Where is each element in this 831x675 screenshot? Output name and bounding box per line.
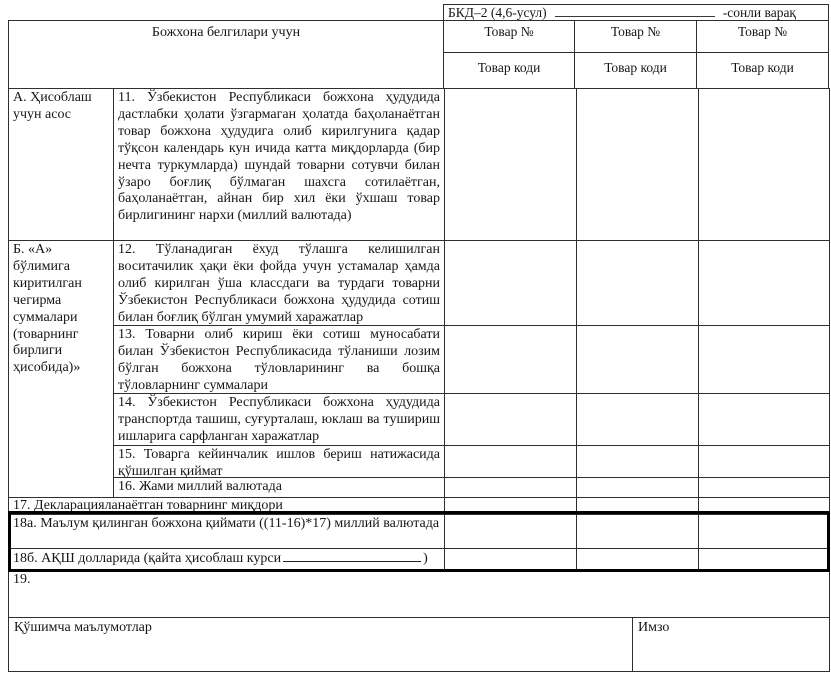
value-cell [445, 241, 577, 326]
value-cell [699, 241, 829, 326]
value-cell [577, 549, 699, 571]
product-code-header: Товар коди [575, 53, 697, 89]
item-16-text: 16. Жами миллий валютада [114, 478, 445, 498]
value-cell [445, 549, 577, 571]
section-a-label: А. Ҳисоблаш учун асос [9, 89, 114, 241]
value-cell [577, 241, 699, 326]
value-cell [445, 515, 577, 549]
value-cell [699, 549, 829, 571]
product-no-header: Товар № [697, 21, 828, 53]
value-cell [577, 446, 699, 478]
value-cell [445, 326, 577, 394]
item-18b-close-paren: ) [423, 551, 428, 566]
value-cell [445, 446, 577, 478]
footer-row [8, 617, 830, 672]
item-15-text: 15. Товарга кейинчалик ишлов бериш натижасида қўшилган қиймат [114, 446, 445, 478]
product-no-header: Товар № [444, 21, 575, 53]
item-14-text: 14. Ўзбекистон Республикаси божхона ҳудудида транспортда ташиш, суғурталаш, юклаш ва тушириш ишларига сарфланган харажатлар [114, 394, 445, 446]
value-cell [445, 498, 577, 515]
item-18a-text: 18а. Маълум қилинган божхона қиймати ((11-16)*17) миллий валютада [9, 515, 445, 549]
form-table [8, 88, 830, 618]
value-cell [445, 89, 577, 241]
form-header-box [443, 4, 829, 89]
value-cell [577, 89, 699, 241]
form-code-row [444, 5, 828, 21]
product-header-grid [444, 21, 828, 89]
value-cell [699, 89, 829, 241]
product-code-header: Товар коди [444, 53, 575, 89]
value-cell [577, 394, 699, 446]
item-11-text: 11. Ўзбекистон Республикаси божхона ҳудудида дастлабки ҳолати ўзгармаган ҳолатда баҳоланаётган товар божхона ҳудудига олиб кирилгунига қадар тўқсон календарь кун ичида катта миқдорларда (бир нечта туркумларда) шундай товарни сотувчи билан ўзаро боғлиқ бўлмаган шахсга сотилаётган, баҳоланаётган, айнан бир хил ёки ўхшаш товар бирлигининг нархи (миллий валютада) [114, 89, 445, 241]
value-cell [577, 515, 699, 549]
product-no-header: Товар № [575, 21, 697, 53]
sheet-suffix-label: -сонли варақ [722, 5, 796, 20]
item-18b-prefix: 18б. АҚШ долларида (қайта ҳисоблаш курси [13, 551, 282, 566]
value-cell [445, 478, 577, 498]
value-cell [699, 446, 829, 478]
product-code-header: Товар коди [731, 60, 794, 75]
item-13-text: 13. Товарни олиб кириш ёки сотиш муносабати билан Ўзбекистон Республикасида тўланиши лозим бўлган божхона тўловларининг ва бошқа тўловларнинг суммалари [114, 326, 445, 394]
customs-marks-label: Божхона белгилари учун [151, 25, 301, 40]
value-cell [699, 326, 829, 394]
section-b-label: Б. «А» бўлимига киритилган чегирма суммалари (товарнинг бирлиги ҳисобида)» [9, 241, 114, 498]
signature-label: Имзо [638, 620, 670, 635]
customs-marks-box [8, 20, 444, 89]
sheet-number-blank [555, 6, 715, 17]
value-cell [699, 515, 829, 549]
item-19-cell: 19. [13, 572, 31, 587]
value-cell [699, 498, 829, 515]
additional-info-label: Қўшимча маълумотлар [14, 620, 152, 635]
value-cell [445, 394, 577, 446]
value-cell [577, 326, 699, 394]
value-cell [577, 498, 699, 515]
value-cell [577, 478, 699, 498]
value-cell [699, 394, 829, 446]
form-code-label: БКД–2 (4,6-усул) [448, 5, 547, 20]
value-cell [699, 478, 829, 498]
item-18b-text [9, 549, 445, 571]
exchange-rate-blank [283, 551, 421, 562]
item-17-text: 17. Декларацияланаётган товарнинг миқдори [9, 498, 445, 515]
signature-cell [633, 618, 829, 671]
item-12-text: 12. Тўланадиган ёхуд тўлашга келишилган воситачилик ҳақи ёки фойда учун устамалар ҳамда олиб кирилган ўша классдаги ва турдаги товарни Ўзбекистон Республикаси божхона ҳудудида сотиш билан боғлиқ бўлган умумий харажатлар [114, 241, 445, 326]
additional-info-cell [9, 618, 633, 671]
